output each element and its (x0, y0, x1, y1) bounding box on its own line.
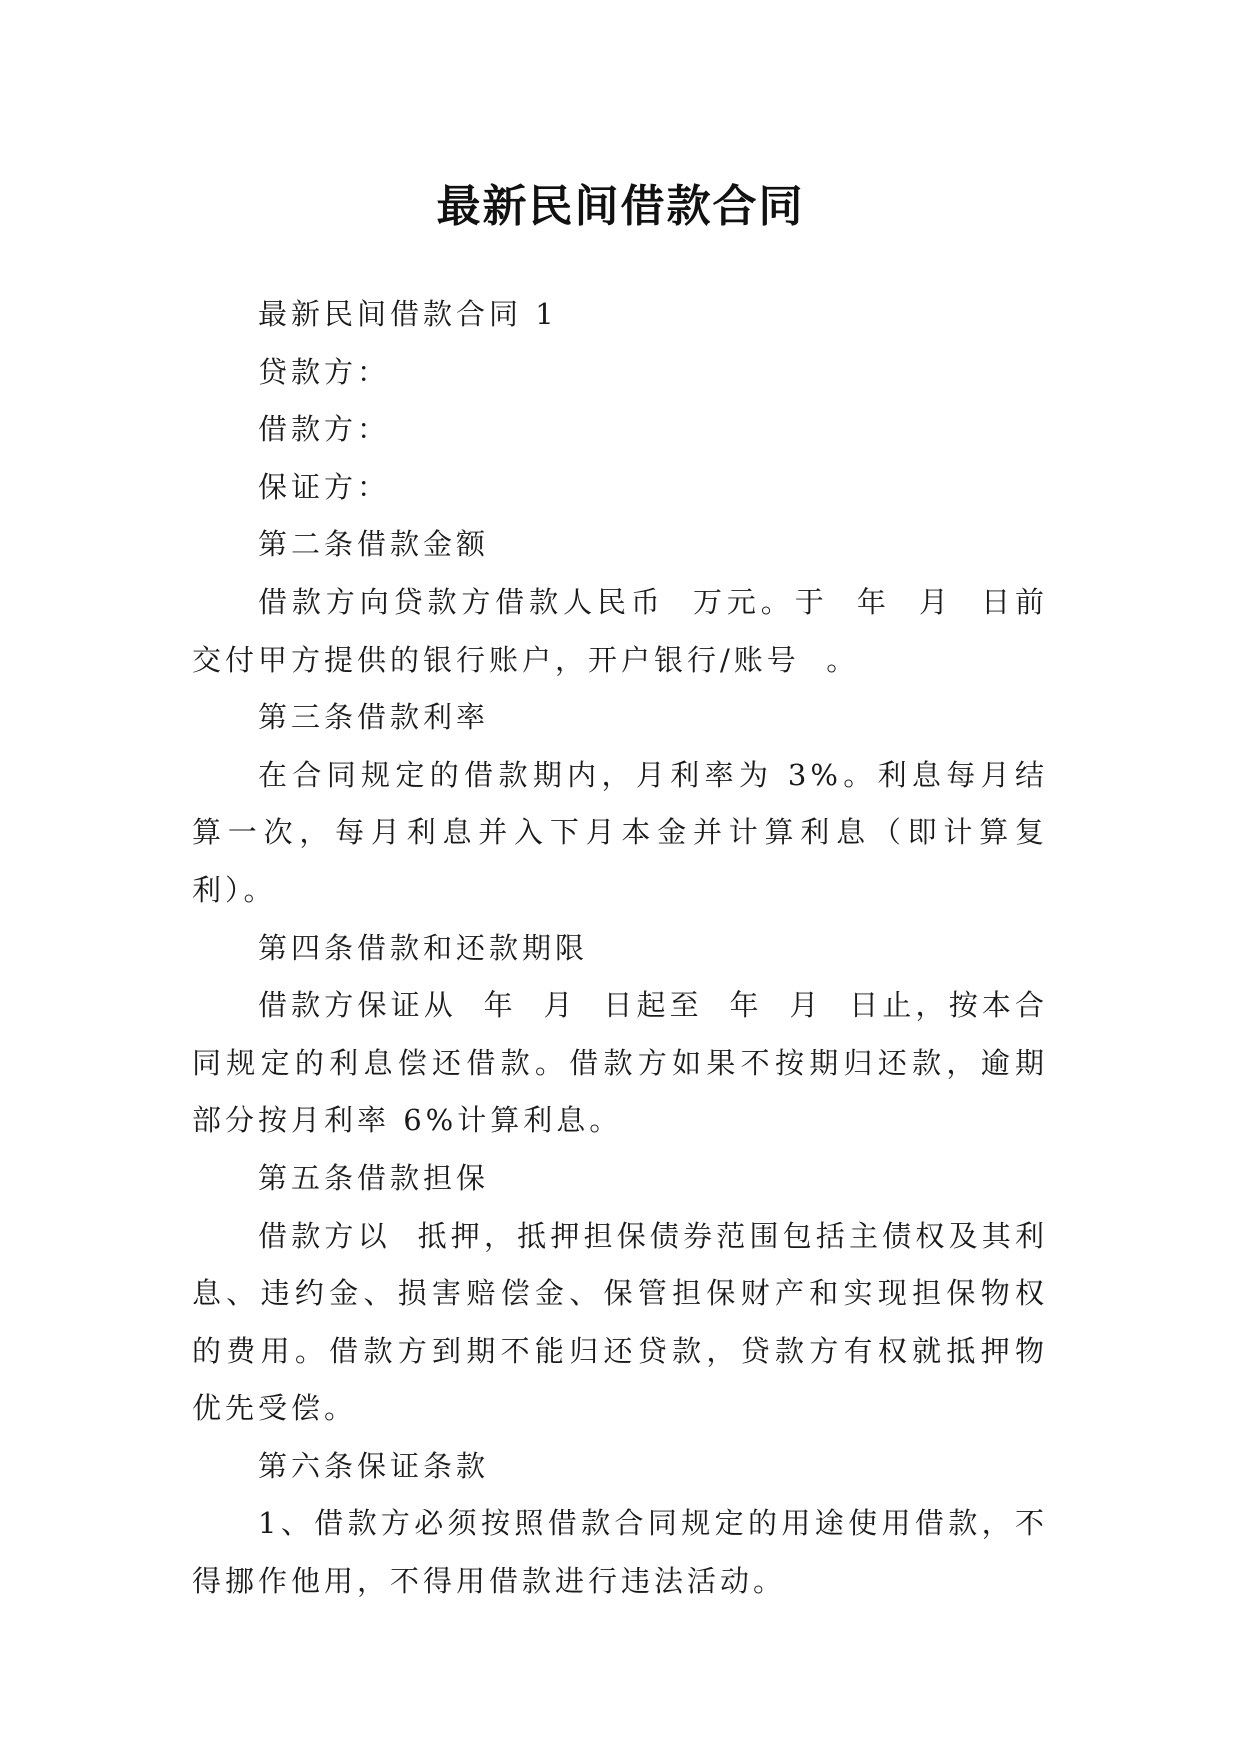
article-4-body: 借款方保证从 年 月 日起至 年 月 日止，按本合同规定的利息偿还借款。借款方如果不按期归还款，逾期部分按月利率 6%计算利息。 (192, 988, 1048, 1138)
article-2-heading: 第二条借款金额 (258, 527, 490, 562)
borrower-field: 借款方： (258, 412, 391, 447)
guarantor-field: 保证方： (258, 469, 391, 504)
document-title: 最新民间借款合同 (436, 181, 805, 233)
article-6-clause-1: 1、借款方必须按照借款合同规定的用途使用借款，不得挪作他用，不得用借款进行违法活动。 (192, 1506, 1048, 1599)
article-4-heading: 第四条借款和还款期限 (258, 930, 589, 965)
contract-subtitle: 最新民间借款合同 1 (258, 297, 558, 331)
document-body (192, 286, 1048, 1611)
lender-field: 贷款方： (258, 354, 391, 389)
article-5-body: 借款方以 抵押，抵押担保债券范围包括主债权及其利息、违约金、损害赔偿金、保管担保财产和实现担保物权的费用。借款方到期不能归还贷款，贷款方有权就抵押物优先受偿。 (192, 1218, 1048, 1426)
article-3-body: 在合同规定的借款期内，月利率为 3%。利息每月结算一次，每月利息并入下月本金并计算利息（即计算复利）。 (192, 757, 1048, 907)
article-5-heading: 第五条借款担保 (258, 1160, 490, 1195)
article-3-heading: 第三条借款利率 (258, 700, 490, 735)
article-2-body: 借款方向贷款方借款人民币 万元。于 年 月 日前交付甲方提供的银行账户，开户银行/账号 。 (192, 584, 1048, 677)
article-6-heading: 第六条保证条款 (258, 1448, 490, 1483)
